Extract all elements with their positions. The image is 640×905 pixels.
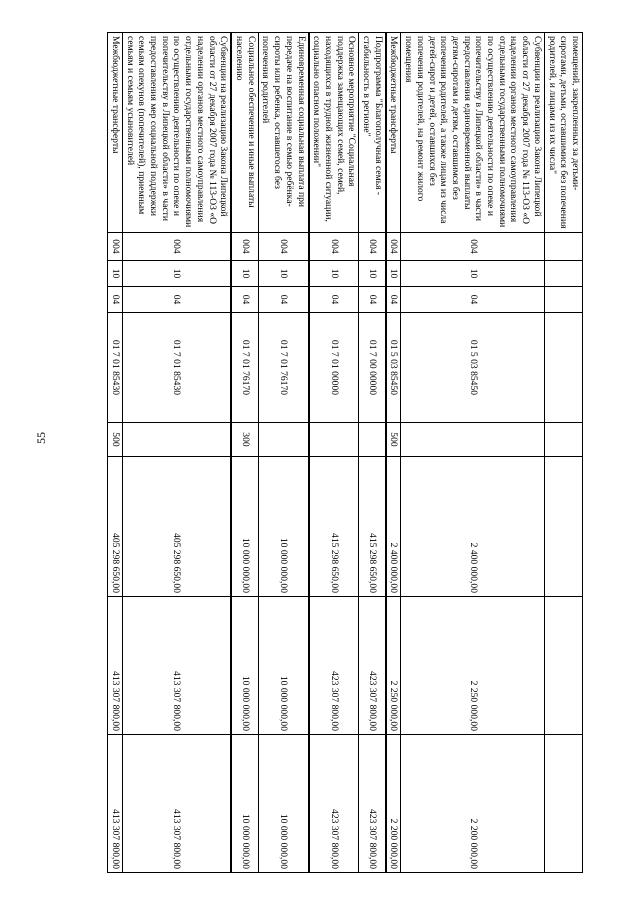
ministry-code: 004 xyxy=(309,233,359,261)
amount-year3: 413 307 800,00 xyxy=(122,735,231,873)
amount-year2: 413 307 800,00 xyxy=(122,597,231,735)
subsection-code xyxy=(544,287,582,313)
amount-year1: 405 298 650,00 xyxy=(122,457,231,597)
amount-year1 xyxy=(544,457,582,597)
row-name: Основное мероприятие "Социальная поддержка замещающих семей, семей, находящихся в трудной жизненной ситуации, социально опасном положении" xyxy=(309,33,359,233)
expense-type xyxy=(258,423,308,457)
amount-year3: 10 000 000,00 xyxy=(231,735,258,873)
ministry-code: 004 xyxy=(401,233,544,261)
expense-type: 500 xyxy=(386,423,401,457)
table-row xyxy=(258,33,308,873)
target-article: 01 7 01 85430 xyxy=(122,313,231,423)
amount-year1: 415 298 650,00 xyxy=(359,457,386,597)
expense-type: 500 xyxy=(108,423,123,457)
section-code: 10 xyxy=(359,261,386,287)
target-article xyxy=(544,313,582,423)
subsection-code: 04 xyxy=(231,287,258,313)
subsection-code: 04 xyxy=(309,287,359,313)
table-row xyxy=(401,33,544,873)
subsection-code: 04 xyxy=(108,287,123,313)
amount-year1: 415 298 650,00 xyxy=(309,457,359,597)
amount-year3: 2 200 000,00 xyxy=(401,735,544,873)
subsection-code: 04 xyxy=(258,287,308,313)
row-name: Подпрограмма "Благополучная семья - стабильность в регионе" xyxy=(359,33,386,233)
subsection-code: 04 xyxy=(386,287,401,313)
row-name: Межбюджетные трансферты xyxy=(386,33,401,233)
amount-year1: 10 000 000,00 xyxy=(231,457,258,597)
expense-type xyxy=(401,423,544,457)
table-row xyxy=(309,33,359,873)
table-row xyxy=(108,33,123,873)
target-article: 01 5 03 85450 xyxy=(401,313,544,423)
amount-year1: 405 298 650,00 xyxy=(108,457,123,597)
amount-year2: 423 307 800,00 xyxy=(309,597,359,735)
expense-type: 300 xyxy=(231,423,258,457)
target-article: 01 7 01 76170 xyxy=(258,313,308,423)
row-name: Межбюджетные трансферты xyxy=(108,33,123,233)
ministry-code: 004 xyxy=(122,233,231,261)
ministry-code xyxy=(544,233,582,261)
budget-table xyxy=(107,32,583,873)
subsection-code: 04 xyxy=(401,287,544,313)
section-code: 10 xyxy=(309,261,359,287)
amount-year1: 2 400 000,00 xyxy=(386,457,401,597)
ministry-code: 004 xyxy=(359,233,386,261)
target-article: 01 7 01 76170 xyxy=(231,313,258,423)
row-name: помещений, закрепленных за детьми-сиротами, детьми, оставшимися без попечения родителей, и лицами из их числа" xyxy=(544,33,582,233)
amount-year3: 423 307 800,00 xyxy=(309,735,359,873)
section-code xyxy=(544,261,582,287)
expense-type xyxy=(359,423,386,457)
section-code: 10 xyxy=(401,261,544,287)
row-name: Единовременная социальная выплата при передаче на воспитание в семью ребёнка-сироты или ребенка, оставшегося без попечения родителей xyxy=(258,33,308,233)
row-name: Субвенции на реализацию Закона Липецкой области от 27 декабря 2007 года № 113-ОЗ «О наделении органов местного самоуправления отдельными государственными полномочиями по осуществлению деятельности по опеке и попечительству в Липецкой области» в части предоставления мер социальной поддержки семьям опекунов (попечителей), приемным семьям и семьям усыновителей xyxy=(122,33,231,233)
rotated-sheet xyxy=(58,32,583,872)
amount-year2: 413 307 800,00 xyxy=(108,597,123,735)
target-article: 01 7 00 00000 xyxy=(359,313,386,423)
section-code: 10 xyxy=(231,261,258,287)
table-row xyxy=(122,33,231,873)
expense-type xyxy=(544,423,582,457)
amount-year1: 2 400 000,00 xyxy=(401,457,544,597)
amount-year2: 10 000 000,00 xyxy=(231,597,258,735)
row-name: Социальное обеспечение и иные выплаты населению xyxy=(231,33,258,233)
expense-type xyxy=(309,423,359,457)
ministry-code: 004 xyxy=(231,233,258,261)
section-code: 10 xyxy=(108,261,123,287)
section-code: 10 xyxy=(122,261,231,287)
expense-type xyxy=(122,423,231,457)
amount-year2 xyxy=(544,597,582,735)
subsection-code: 04 xyxy=(359,287,386,313)
amount-year3: 2 200 000,00 xyxy=(386,735,401,873)
target-article: 01 7 01 00000 xyxy=(309,313,359,423)
target-article: 01 5 03 85450 xyxy=(386,313,401,423)
target-article: 01 7 01 85430 xyxy=(108,313,123,423)
amount-year2: 423 307 800,00 xyxy=(359,597,386,735)
ministry-code: 004 xyxy=(258,233,308,261)
table-row xyxy=(386,33,401,873)
section-code: 10 xyxy=(258,261,308,287)
ministry-code: 004 xyxy=(386,233,401,261)
row-name: Субвенции на реализацию Закона Липецкой области от 27 декабря 2007 года № 113-ОЗ «О наделении органов местного самоуправления отдельными государственными полномочиями по осуществлению деятельности по опеке и попечительству в Липецкой области» в части предоставления единовременной выплаты детям-сиротам и детям, оставшимся без попечения родителей, а также лицам из числа детей-сирот и детей, оставшихся без попечения родителей, на ремонт жилого помещения xyxy=(401,33,544,233)
amount-year3: 423 307 800,00 xyxy=(359,735,386,873)
page-number: 55 xyxy=(34,432,48,444)
amount-year3 xyxy=(544,735,582,873)
amount-year1: 10 000 000,00 xyxy=(258,457,308,597)
amount-year3: 10 000 000,00 xyxy=(258,735,308,873)
table-row xyxy=(544,33,582,873)
amount-year2: 2 250 000,00 xyxy=(386,597,401,735)
table-row xyxy=(359,33,386,873)
table-row xyxy=(231,33,258,873)
ministry-code: 004 xyxy=(108,233,123,261)
section-code: 10 xyxy=(386,261,401,287)
amount-year2: 2 250 000,00 xyxy=(401,597,544,735)
amount-year3: 413 307 800,00 xyxy=(108,735,123,873)
subsection-code: 04 xyxy=(122,287,231,313)
amount-year2: 10 000 000,00 xyxy=(258,597,308,735)
